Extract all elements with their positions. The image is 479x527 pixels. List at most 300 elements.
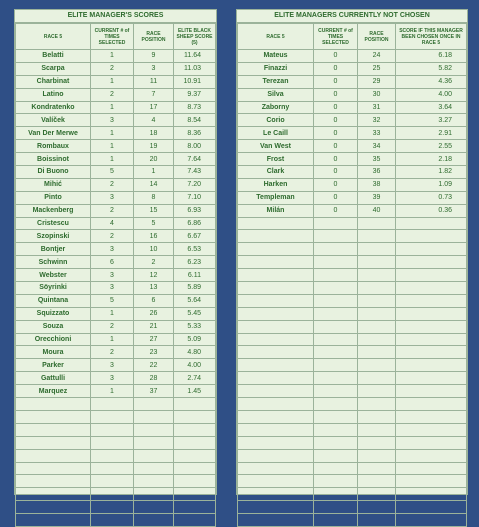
empty-table-row (16, 398, 216, 411)
empty-cell (396, 398, 467, 411)
score-cell: 7.20 (174, 178, 216, 191)
table-row (16, 269, 216, 282)
race-position-cell: 37 (134, 385, 174, 398)
empty-cell (396, 307, 467, 320)
table-row (238, 140, 467, 153)
empty-cell (134, 449, 174, 462)
score-cell: 11.03 (174, 62, 216, 75)
empty-cell (134, 398, 174, 411)
manager-name-cell: Le Caill (238, 127, 314, 140)
table-row (16, 88, 216, 101)
score-cell: 6.11 (174, 269, 216, 282)
empty-cell (314, 423, 358, 436)
empty-cell (16, 462, 91, 475)
empty-cell (174, 501, 216, 514)
table-row (16, 385, 216, 398)
table-row (16, 191, 216, 204)
empty-cell (358, 256, 396, 269)
empty-cell (358, 333, 396, 346)
table-row (238, 88, 467, 101)
empty-cell (174, 514, 216, 527)
left-table-title: ELITE MANAGER'S SCORES (15, 10, 216, 23)
empty-cell (396, 243, 467, 256)
empty-cell (91, 501, 134, 514)
empty-cell (238, 514, 314, 527)
empty-cell (358, 410, 396, 423)
empty-table-row (16, 462, 216, 475)
empty-table-row (16, 488, 216, 501)
times-selected-cell: 5 (91, 294, 134, 307)
table-row (16, 166, 216, 179)
empty-table-row (238, 346, 467, 359)
empty-cell (91, 436, 134, 449)
empty-cell (134, 423, 174, 436)
score-cell: 6.23 (174, 256, 216, 269)
manager-name-cell: Söyrinki (16, 282, 91, 295)
empty-cell (16, 449, 91, 462)
empty-cell (314, 294, 358, 307)
empty-cell (238, 359, 314, 372)
table-row (238, 50, 467, 63)
header-score: ELITE BLACK SHEEP SCORE (5) (174, 24, 216, 50)
empty-cell (238, 320, 314, 333)
score-cell: 4.80 (174, 346, 216, 359)
manager-name-cell: Squizzato (16, 307, 91, 320)
times-selected-cell: 3 (91, 269, 134, 282)
table-row (16, 230, 216, 243)
score-cell: 5.82 (396, 62, 467, 75)
empty-cell (314, 320, 358, 333)
empty-cell (134, 501, 174, 514)
score-cell: 6.86 (174, 217, 216, 230)
score-cell: 4.36 (396, 75, 467, 88)
times-selected-cell: 3 (91, 359, 134, 372)
empty-cell (358, 462, 396, 475)
score-cell: 7.43 (174, 166, 216, 179)
empty-table-row (238, 294, 467, 307)
race-position-cell: 35 (358, 153, 396, 166)
empty-table-row (238, 320, 467, 333)
empty-cell (91, 410, 134, 423)
race-position-cell: 11 (134, 75, 174, 88)
empty-cell (16, 410, 91, 423)
empty-cell (238, 475, 314, 488)
table-row (16, 217, 216, 230)
table-row (16, 153, 216, 166)
empty-cell (314, 449, 358, 462)
empty-cell (358, 320, 396, 333)
empty-table-row (238, 514, 467, 527)
empty-table-row (238, 372, 467, 385)
empty-cell (134, 436, 174, 449)
empty-cell (314, 501, 358, 514)
empty-cell (396, 346, 467, 359)
empty-cell (238, 294, 314, 307)
empty-cell (134, 410, 174, 423)
header-race: RACE 5 (238, 24, 314, 50)
table-row (238, 101, 467, 114)
empty-cell (134, 488, 174, 501)
header-race-position: RACE POSITION (134, 24, 174, 50)
empty-table-row (238, 256, 467, 269)
score-cell: 2.91 (396, 127, 467, 140)
empty-table-row (238, 449, 467, 462)
times-selected-cell: 1 (91, 385, 134, 398)
score-cell: 8.00 (174, 140, 216, 153)
empty-table-row (238, 462, 467, 475)
right-table-title: ELITE MANAGERS CURRENTLY NOT CHOSEN (237, 10, 467, 23)
empty-cell (174, 475, 216, 488)
table-row (16, 307, 216, 320)
table-row (16, 320, 216, 333)
empty-cell (134, 462, 174, 475)
race-position-cell: 20 (134, 153, 174, 166)
empty-cell (314, 230, 358, 243)
race-position-cell: 18 (134, 127, 174, 140)
empty-cell (238, 488, 314, 501)
race-position-cell: 36 (358, 166, 396, 179)
empty-cell (358, 423, 396, 436)
times-selected-cell: 2 (91, 62, 134, 75)
score-cell: 0.73 (396, 191, 467, 204)
empty-table-row (238, 230, 467, 243)
table-row (16, 333, 216, 346)
score-cell: 3.27 (396, 114, 467, 127)
race-position-cell: 21 (134, 320, 174, 333)
left-table-body (16, 50, 216, 527)
empty-cell (238, 269, 314, 282)
times-selected-cell: 3 (91, 243, 134, 256)
header-score-if-chosen: SCORE IF THIS MANAGER BEEN CHOSEN ONCE IN RACE 5 (396, 24, 467, 50)
race-position-cell: 19 (134, 140, 174, 153)
empty-cell (174, 398, 216, 411)
manager-name-cell: Finazzi (238, 62, 314, 75)
score-cell: 5.89 (174, 282, 216, 295)
score-cell: 6.67 (174, 230, 216, 243)
table-row (16, 75, 216, 88)
manager-name-cell: Marquez (16, 385, 91, 398)
empty-table-row (16, 501, 216, 514)
empty-cell (238, 398, 314, 411)
race-position-cell: 2 (134, 256, 174, 269)
empty-cell (314, 514, 358, 527)
times-selected-cell: 0 (314, 127, 358, 140)
empty-cell (314, 462, 358, 475)
race-position-cell: 4 (134, 114, 174, 127)
manager-name-cell: Bontjer (16, 243, 91, 256)
times-selected-cell: 2 (91, 88, 134, 101)
manager-name-cell: Schwinn (16, 256, 91, 269)
manager-name-cell: Kondratenko (16, 101, 91, 114)
empty-cell (238, 217, 314, 230)
race-position-cell: 39 (358, 191, 396, 204)
empty-cell (314, 410, 358, 423)
score-cell: 11.64 (174, 50, 216, 63)
table-row (16, 282, 216, 295)
manager-name-cell: Szopinski (16, 230, 91, 243)
empty-cell (238, 436, 314, 449)
manager-name-cell: Mateus (238, 50, 314, 63)
manager-name-cell: Frost (238, 153, 314, 166)
empty-cell (238, 410, 314, 423)
score-cell: 4.00 (396, 88, 467, 101)
empty-cell (238, 501, 314, 514)
empty-cell (396, 230, 467, 243)
race-position-cell: 38 (358, 178, 396, 191)
table-row (16, 346, 216, 359)
empty-cell (314, 256, 358, 269)
times-selected-cell: 1 (91, 153, 134, 166)
empty-cell (238, 423, 314, 436)
empty-cell (358, 385, 396, 398)
table-row (238, 75, 467, 88)
manager-name-cell: Webster (16, 269, 91, 282)
race-position-cell: 9 (134, 50, 174, 63)
empty-cell (238, 333, 314, 346)
times-selected-cell: 3 (91, 191, 134, 204)
manager-name-cell: Valíček (16, 114, 91, 127)
score-cell: 6.53 (174, 243, 216, 256)
manager-name-cell: Pinto (16, 191, 91, 204)
empty-cell (358, 269, 396, 282)
empty-table-row (16, 514, 216, 527)
times-selected-cell: 1 (91, 307, 134, 320)
elite-managers-scores-panel (14, 9, 217, 495)
times-selected-cell: 6 (91, 256, 134, 269)
manager-name-cell: Orecchioni (16, 333, 91, 346)
empty-cell (358, 475, 396, 488)
times-selected-cell: 1 (91, 140, 134, 153)
empty-cell (358, 294, 396, 307)
race-position-cell: 31 (358, 101, 396, 114)
empty-cell (134, 475, 174, 488)
empty-cell (16, 501, 91, 514)
table-row (238, 178, 467, 191)
empty-cell (238, 243, 314, 256)
manager-name-cell: Terezan (238, 75, 314, 88)
score-cell: 5.45 (174, 307, 216, 320)
manager-name-cell: Harken (238, 178, 314, 191)
race-position-cell: 8 (134, 191, 174, 204)
right-table-body (238, 50, 467, 527)
table-row (16, 62, 216, 75)
empty-table-row (238, 398, 467, 411)
empty-cell (314, 436, 358, 449)
empty-cell (314, 269, 358, 282)
table-row (16, 178, 216, 191)
empty-table-row (238, 488, 467, 501)
empty-cell (396, 269, 467, 282)
race-position-cell: 5 (134, 217, 174, 230)
empty-cell (396, 423, 467, 436)
empty-table-row (238, 385, 467, 398)
empty-cell (358, 398, 396, 411)
empty-table-row (238, 423, 467, 436)
times-selected-cell: 0 (314, 50, 358, 63)
table-row (16, 256, 216, 269)
managers-not-chosen-table (237, 23, 467, 527)
empty-cell (358, 359, 396, 372)
score-cell: 0.36 (396, 204, 467, 217)
score-cell: 5.64 (174, 294, 216, 307)
empty-cell (314, 282, 358, 295)
manager-name-cell: Clark (238, 166, 314, 179)
table-row (16, 204, 216, 217)
empty-cell (396, 294, 467, 307)
empty-cell (358, 217, 396, 230)
empty-table-row (238, 333, 467, 346)
score-cell: 10.91 (174, 75, 216, 88)
times-selected-cell: 3 (91, 282, 134, 295)
manager-name-cell: Parker (16, 359, 91, 372)
score-cell: 1.82 (396, 166, 467, 179)
times-selected-cell: 1 (91, 75, 134, 88)
score-cell: 6.18 (396, 50, 467, 63)
race-position-cell: 30 (358, 88, 396, 101)
empty-cell (314, 359, 358, 372)
empty-cell (16, 398, 91, 411)
times-selected-cell: 0 (314, 204, 358, 217)
manager-name-cell: Mackenberg (16, 204, 91, 217)
score-cell: 4.00 (174, 359, 216, 372)
manager-name-cell: Corio (238, 114, 314, 127)
table-row (16, 127, 216, 140)
empty-table-row (238, 282, 467, 295)
score-cell: 1.09 (396, 178, 467, 191)
empty-cell (396, 359, 467, 372)
header-times-selected: CURRENT # of TIMES SELECTED (91, 24, 134, 50)
empty-cell (238, 462, 314, 475)
table-row (16, 140, 216, 153)
empty-table-row (238, 307, 467, 320)
empty-cell (91, 514, 134, 527)
empty-cell (91, 475, 134, 488)
empty-table-row (238, 501, 467, 514)
score-cell: 7.64 (174, 153, 216, 166)
race-position-cell: 27 (134, 333, 174, 346)
table-row (238, 191, 467, 204)
empty-cell (358, 372, 396, 385)
empty-cell (174, 488, 216, 501)
score-cell: 3.64 (396, 101, 467, 114)
empty-table-row (16, 410, 216, 423)
table-row (238, 204, 467, 217)
empty-cell (396, 501, 467, 514)
times-selected-cell: 0 (314, 88, 358, 101)
empty-cell (314, 243, 358, 256)
race-position-cell: 26 (134, 307, 174, 320)
table-row (16, 50, 216, 63)
empty-cell (396, 488, 467, 501)
manager-name-cell: Rombaux (16, 140, 91, 153)
score-cell: 2.55 (396, 140, 467, 153)
header-times-selected: CURRENT # of TIMES SELECTED (314, 24, 358, 50)
manager-name-cell: Moura (16, 346, 91, 359)
empty-cell (174, 449, 216, 462)
manager-name-cell: Van Der Merwe (16, 127, 91, 140)
times-selected-cell: 2 (91, 230, 134, 243)
manager-name-cell: Belatti (16, 50, 91, 63)
manager-name-cell: Souza (16, 320, 91, 333)
empty-cell (314, 346, 358, 359)
table-row (238, 62, 467, 75)
table-row (238, 114, 467, 127)
empty-table-row (238, 217, 467, 230)
manager-name-cell: Latino (16, 88, 91, 101)
empty-cell (16, 488, 91, 501)
empty-cell (396, 475, 467, 488)
manager-name-cell: Gattulli (16, 372, 91, 385)
race-position-cell: 22 (134, 359, 174, 372)
race-position-cell: 34 (358, 140, 396, 153)
score-cell: 9.37 (174, 88, 216, 101)
empty-cell (358, 488, 396, 501)
empty-cell (396, 410, 467, 423)
manager-name-cell: Van West (238, 140, 314, 153)
empty-cell (238, 449, 314, 462)
empty-table-row (16, 436, 216, 449)
times-selected-cell: 0 (314, 166, 358, 179)
empty-cell (91, 462, 134, 475)
empty-cell (358, 346, 396, 359)
times-selected-cell: 2 (91, 204, 134, 217)
empty-table-row (16, 475, 216, 488)
manager-name-cell: Quintana (16, 294, 91, 307)
elite-managers-scores-table (15, 23, 216, 527)
empty-cell (358, 449, 396, 462)
empty-cell (238, 282, 314, 295)
empty-cell (16, 514, 91, 527)
times-selected-cell: 0 (314, 140, 358, 153)
empty-cell (91, 398, 134, 411)
times-selected-cell: 2 (91, 178, 134, 191)
empty-cell (396, 449, 467, 462)
race-position-cell: 28 (134, 372, 174, 385)
manager-name-cell: Mihić (16, 178, 91, 191)
empty-cell (314, 385, 358, 398)
empty-cell (396, 385, 467, 398)
race-position-cell: 17 (134, 101, 174, 114)
empty-cell (358, 243, 396, 256)
empty-cell (174, 436, 216, 449)
empty-table-row (238, 269, 467, 282)
empty-table-row (16, 423, 216, 436)
times-selected-cell: 1 (91, 50, 134, 63)
times-selected-cell: 1 (91, 333, 134, 346)
empty-cell (396, 282, 467, 295)
manager-name-cell: Di Buono (16, 166, 91, 179)
manager-name-cell: Templeman (238, 191, 314, 204)
score-cell: 2.18 (396, 153, 467, 166)
manager-name-cell: Scarpa (16, 62, 91, 75)
empty-table-row (238, 436, 467, 449)
manager-name-cell: Cristescu (16, 217, 91, 230)
empty-cell (396, 372, 467, 385)
score-cell: 6.93 (174, 204, 216, 217)
empty-cell (396, 436, 467, 449)
table-row (16, 243, 216, 256)
race-position-cell: 1 (134, 166, 174, 179)
table-row (238, 153, 467, 166)
score-cell: 5.09 (174, 333, 216, 346)
table-row (238, 166, 467, 179)
empty-cell (396, 256, 467, 269)
empty-cell (16, 423, 91, 436)
empty-cell (91, 449, 134, 462)
race-position-cell: 15 (134, 204, 174, 217)
race-position-cell: 29 (358, 75, 396, 88)
times-selected-cell: 1 (91, 101, 134, 114)
